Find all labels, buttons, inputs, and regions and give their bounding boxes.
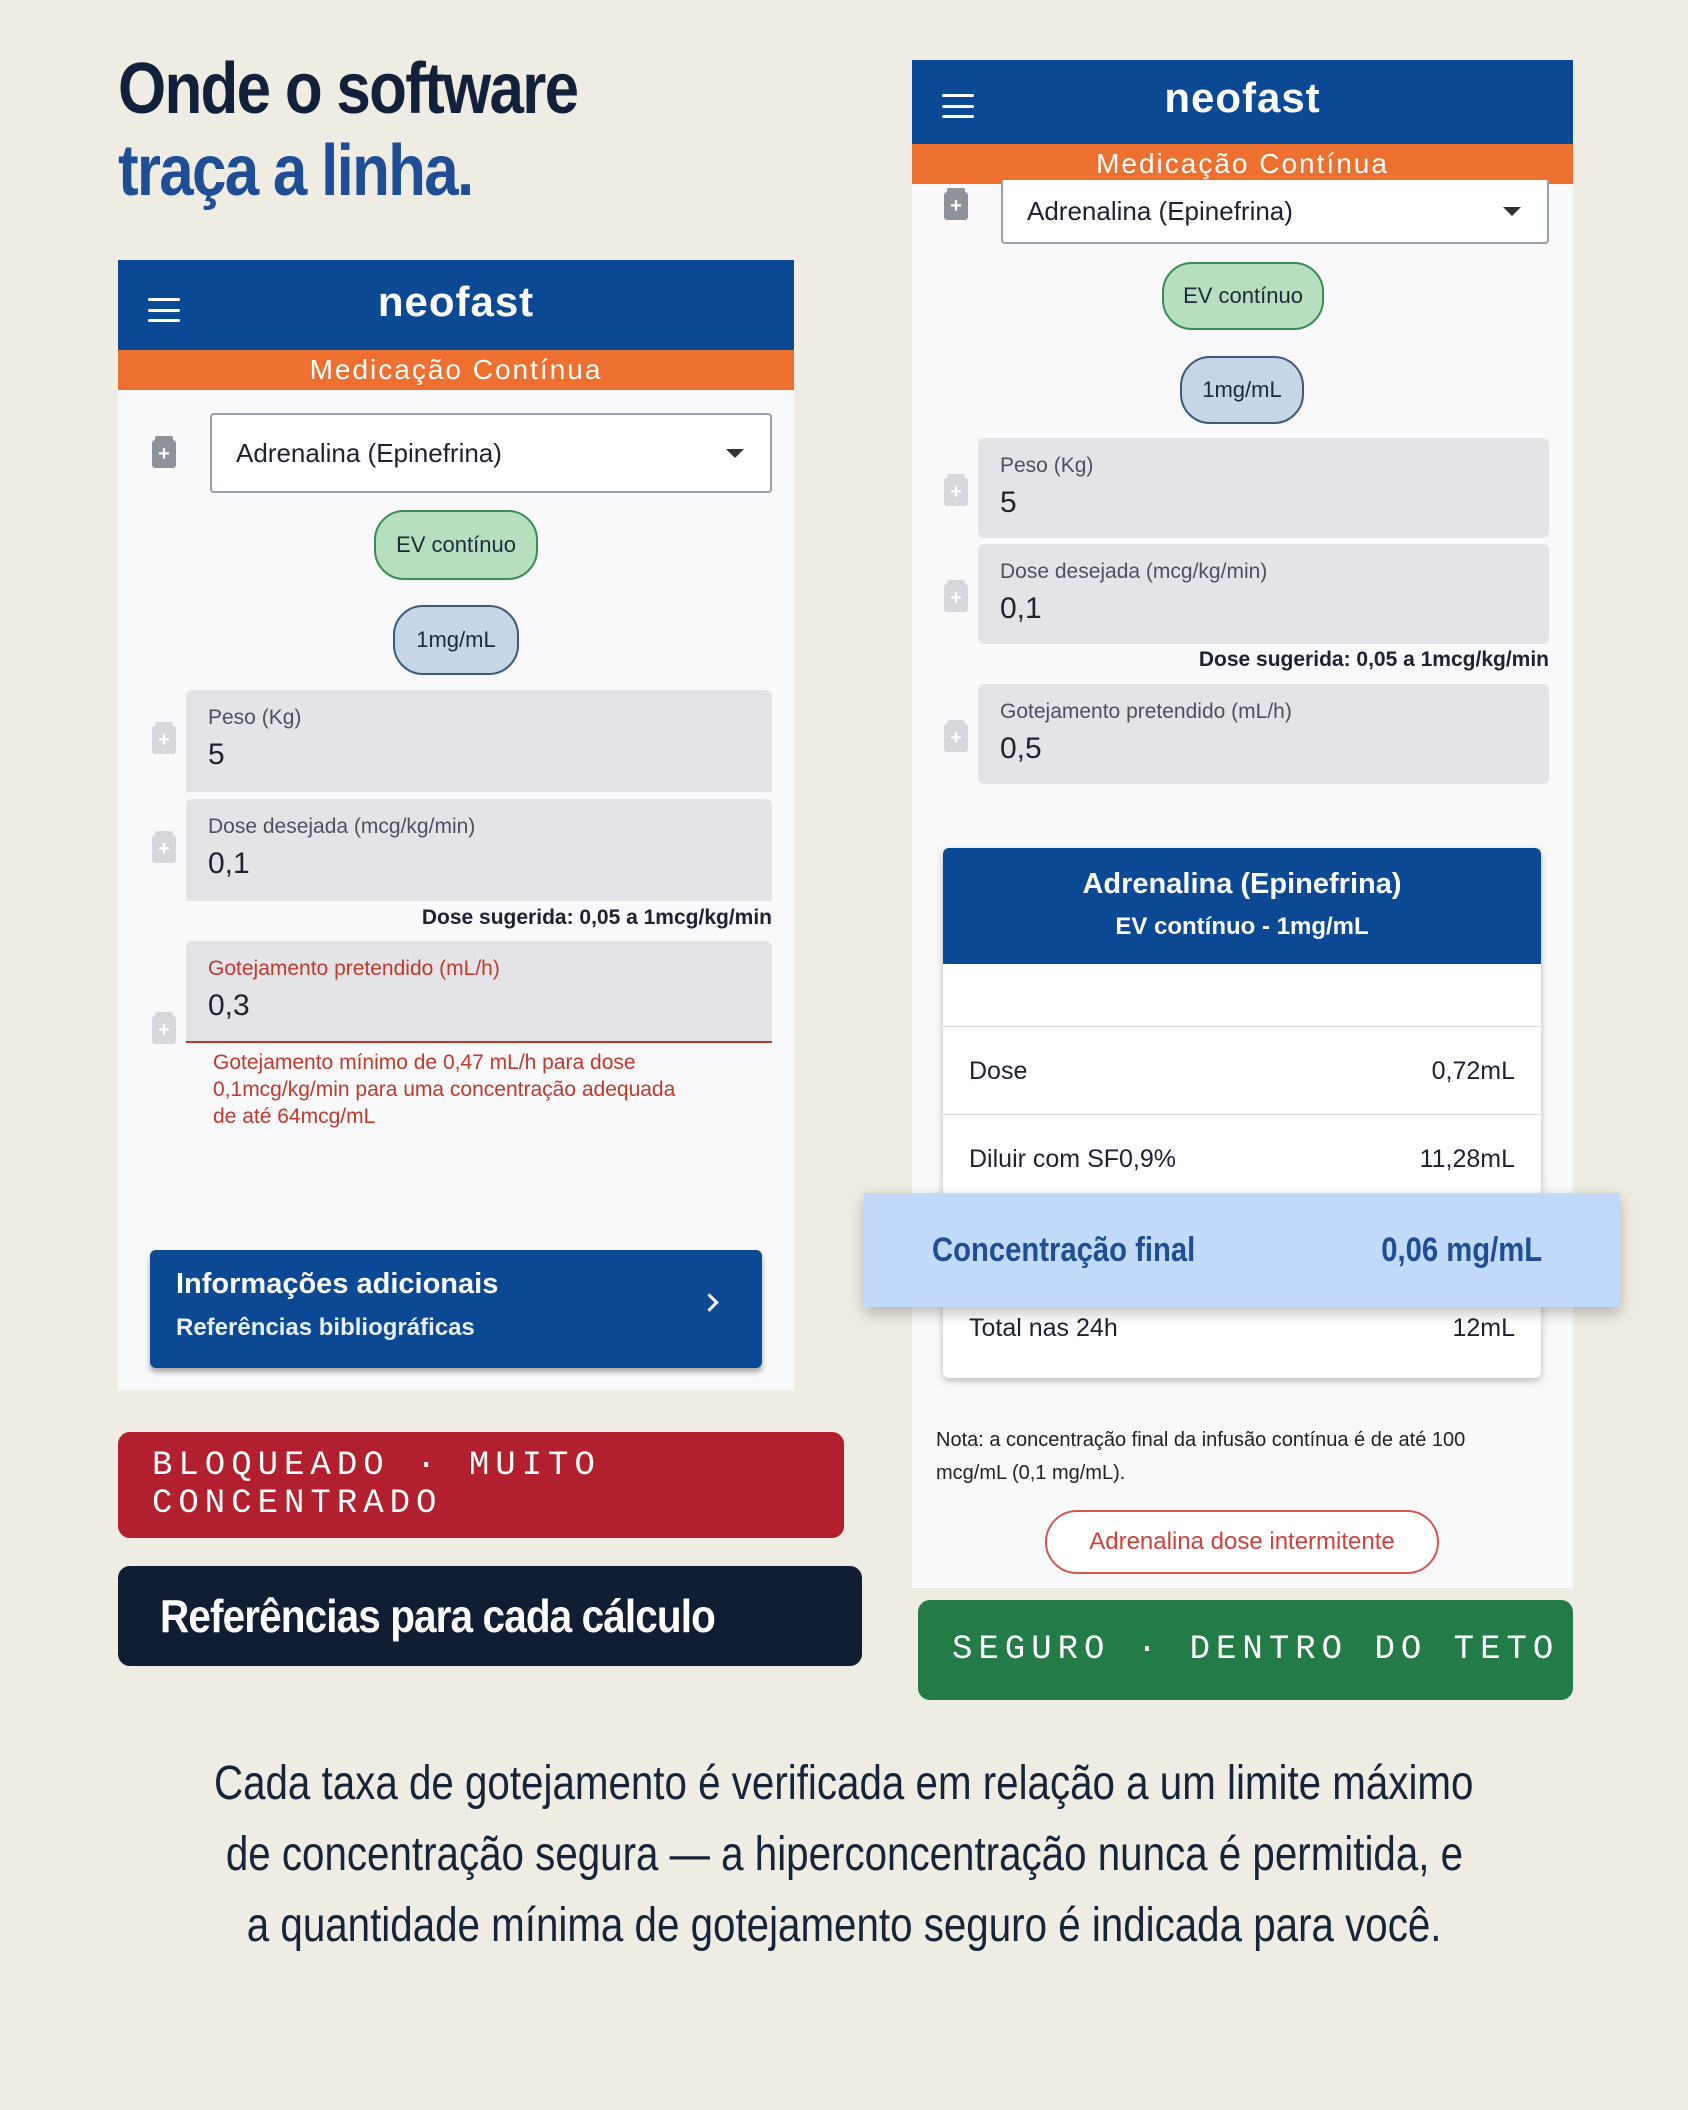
route-chip[interactable]: EV contínuo [1162, 262, 1324, 330]
final-concentration-label: Concentração final [932, 1231, 1196, 1269]
drip-label: Gotejamento pretendido (mL/h) [208, 957, 500, 980]
dose-field[interactable] [186, 799, 772, 901]
weight-value: 5 [1000, 486, 1017, 519]
route-chip[interactable]: EV contínuo [374, 510, 538, 580]
caption-line-2: de concentração segura — a hiperconcentração nunca é permitida, e [225, 1828, 1463, 1881]
result-title: Adrenalina (Epinefrina) [1082, 868, 1402, 900]
drug-doc-icon [944, 192, 968, 220]
drip-label: Gotejamento pretendido (mL/h) [1000, 700, 1292, 723]
additional-info-title: Informações adicionais [176, 1268, 499, 1300]
weight-field[interactable] [186, 690, 772, 792]
app-logo: neofast [1164, 74, 1321, 121]
drug-select[interactable] [1001, 180, 1549, 244]
chevron-down-icon [1503, 207, 1521, 216]
weight-doc-icon [944, 478, 968, 506]
section-bar: Medicação Contínua [912, 144, 1573, 184]
weight-label: Peso (Kg) [1000, 454, 1094, 477]
app-bar [912, 60, 1573, 144]
dose-value: 0,1 [1000, 592, 1042, 625]
chevron-right-icon [700, 1293, 718, 1311]
result-subtitle: EV contínuo - 1mg/mL [1115, 913, 1369, 940]
result-row-total: Total nas 24h 12mL [969, 1314, 1515, 1342]
drug-select[interactable] [210, 413, 772, 493]
drip-error-message: Gotejamento mínimo de 0,47 mL/h para dose 0,1mcg/kg/min para uma concentração adequada de até 64mcg/mL [213, 1051, 676, 1128]
intermittent-dose-button[interactable]: Adrenalina dose intermitente [1045, 1510, 1439, 1574]
headline-line-1: Onde o software [118, 49, 578, 129]
result-row-dose: Dose 0,72mL [943, 1026, 1541, 1114]
chevron-down-icon [726, 449, 744, 458]
result-row-dilute: Diluir com SF0,9% 11,28mL [943, 1114, 1541, 1202]
safe-tag: SEGURO · DENTRO DO TETO [918, 1600, 1573, 1700]
additional-info-button[interactable] [150, 1250, 762, 1368]
final-concentration-value: 0,06 mg/mL [1381, 1231, 1542, 1269]
weight-field[interactable] [978, 438, 1549, 538]
caption [0, 1748, 1688, 1961]
weight-doc-icon [152, 726, 176, 754]
dose-field[interactable] [978, 544, 1549, 644]
additional-info-subtitle: Referências bibliográficas [176, 1314, 475, 1341]
blocked-tag: BLOQUEADO · MUITO CONCENTRADO [118, 1432, 844, 1538]
app-logo: neofast [377, 278, 535, 325]
concentration-chip[interactable]: 1mg/mL [393, 605, 519, 675]
section-bar: Medicação Contínua [118, 350, 794, 390]
dose-label: Dose desejada (mcg/kg/min) [1000, 560, 1268, 583]
drug-select-value: Adrenalina (Epinefrina) [236, 437, 502, 468]
drip-value: 0,3 [208, 989, 250, 1022]
weight-value: 5 [208, 738, 225, 771]
dose-hint: Dose sugerida: 0,05 a 1mcg/kg/min [421, 906, 772, 929]
drug-select-value: Adrenalina (Epinefrina) [1027, 195, 1293, 226]
references-tag-text: Referências para cada cálculo [160, 1590, 716, 1642]
drip-field[interactable] [978, 684, 1549, 784]
drug-doc-icon [152, 440, 176, 468]
headline [118, 48, 577, 212]
concentration-chip[interactable]: 1mg/mL [1180, 356, 1304, 424]
drip-field[interactable] [186, 941, 772, 1043]
weight-label: Peso (Kg) [208, 706, 302, 729]
headline-line-2: traça a linha. [118, 131, 473, 211]
dose-doc-icon [944, 584, 968, 612]
drip-doc-icon [152, 1016, 176, 1044]
final-concentration-highlight [864, 1193, 1620, 1307]
references-tag [118, 1566, 862, 1666]
dose-label: Dose desejada (mcg/kg/min) [208, 815, 476, 838]
caption-line-3: a quantidade mínima de gotejamento seguro é indicada para você. [246, 1899, 1442, 1952]
dose-value: 0,1 [208, 847, 250, 880]
right-phone-screen [912, 60, 1573, 1588]
result-card-header [943, 848, 1541, 964]
dose-hint: Dose sugerida: 0,05 a 1mcg/kg/min [1198, 648, 1549, 671]
concentration-note: Nota: a concentração final da infusão contínua é de até 100 mcg/mL (0,1 mg/mL). [936, 1429, 1466, 1484]
caption-line-1: Cada taxa de gotejamento é verificada em relação a um limite máximo [214, 1757, 1474, 1810]
left-phone-screen [118, 260, 794, 1390]
app-bar [118, 260, 794, 350]
drip-value: 0,5 [1000, 732, 1042, 765]
drip-doc-icon [944, 724, 968, 752]
dose-doc-icon [152, 835, 176, 863]
